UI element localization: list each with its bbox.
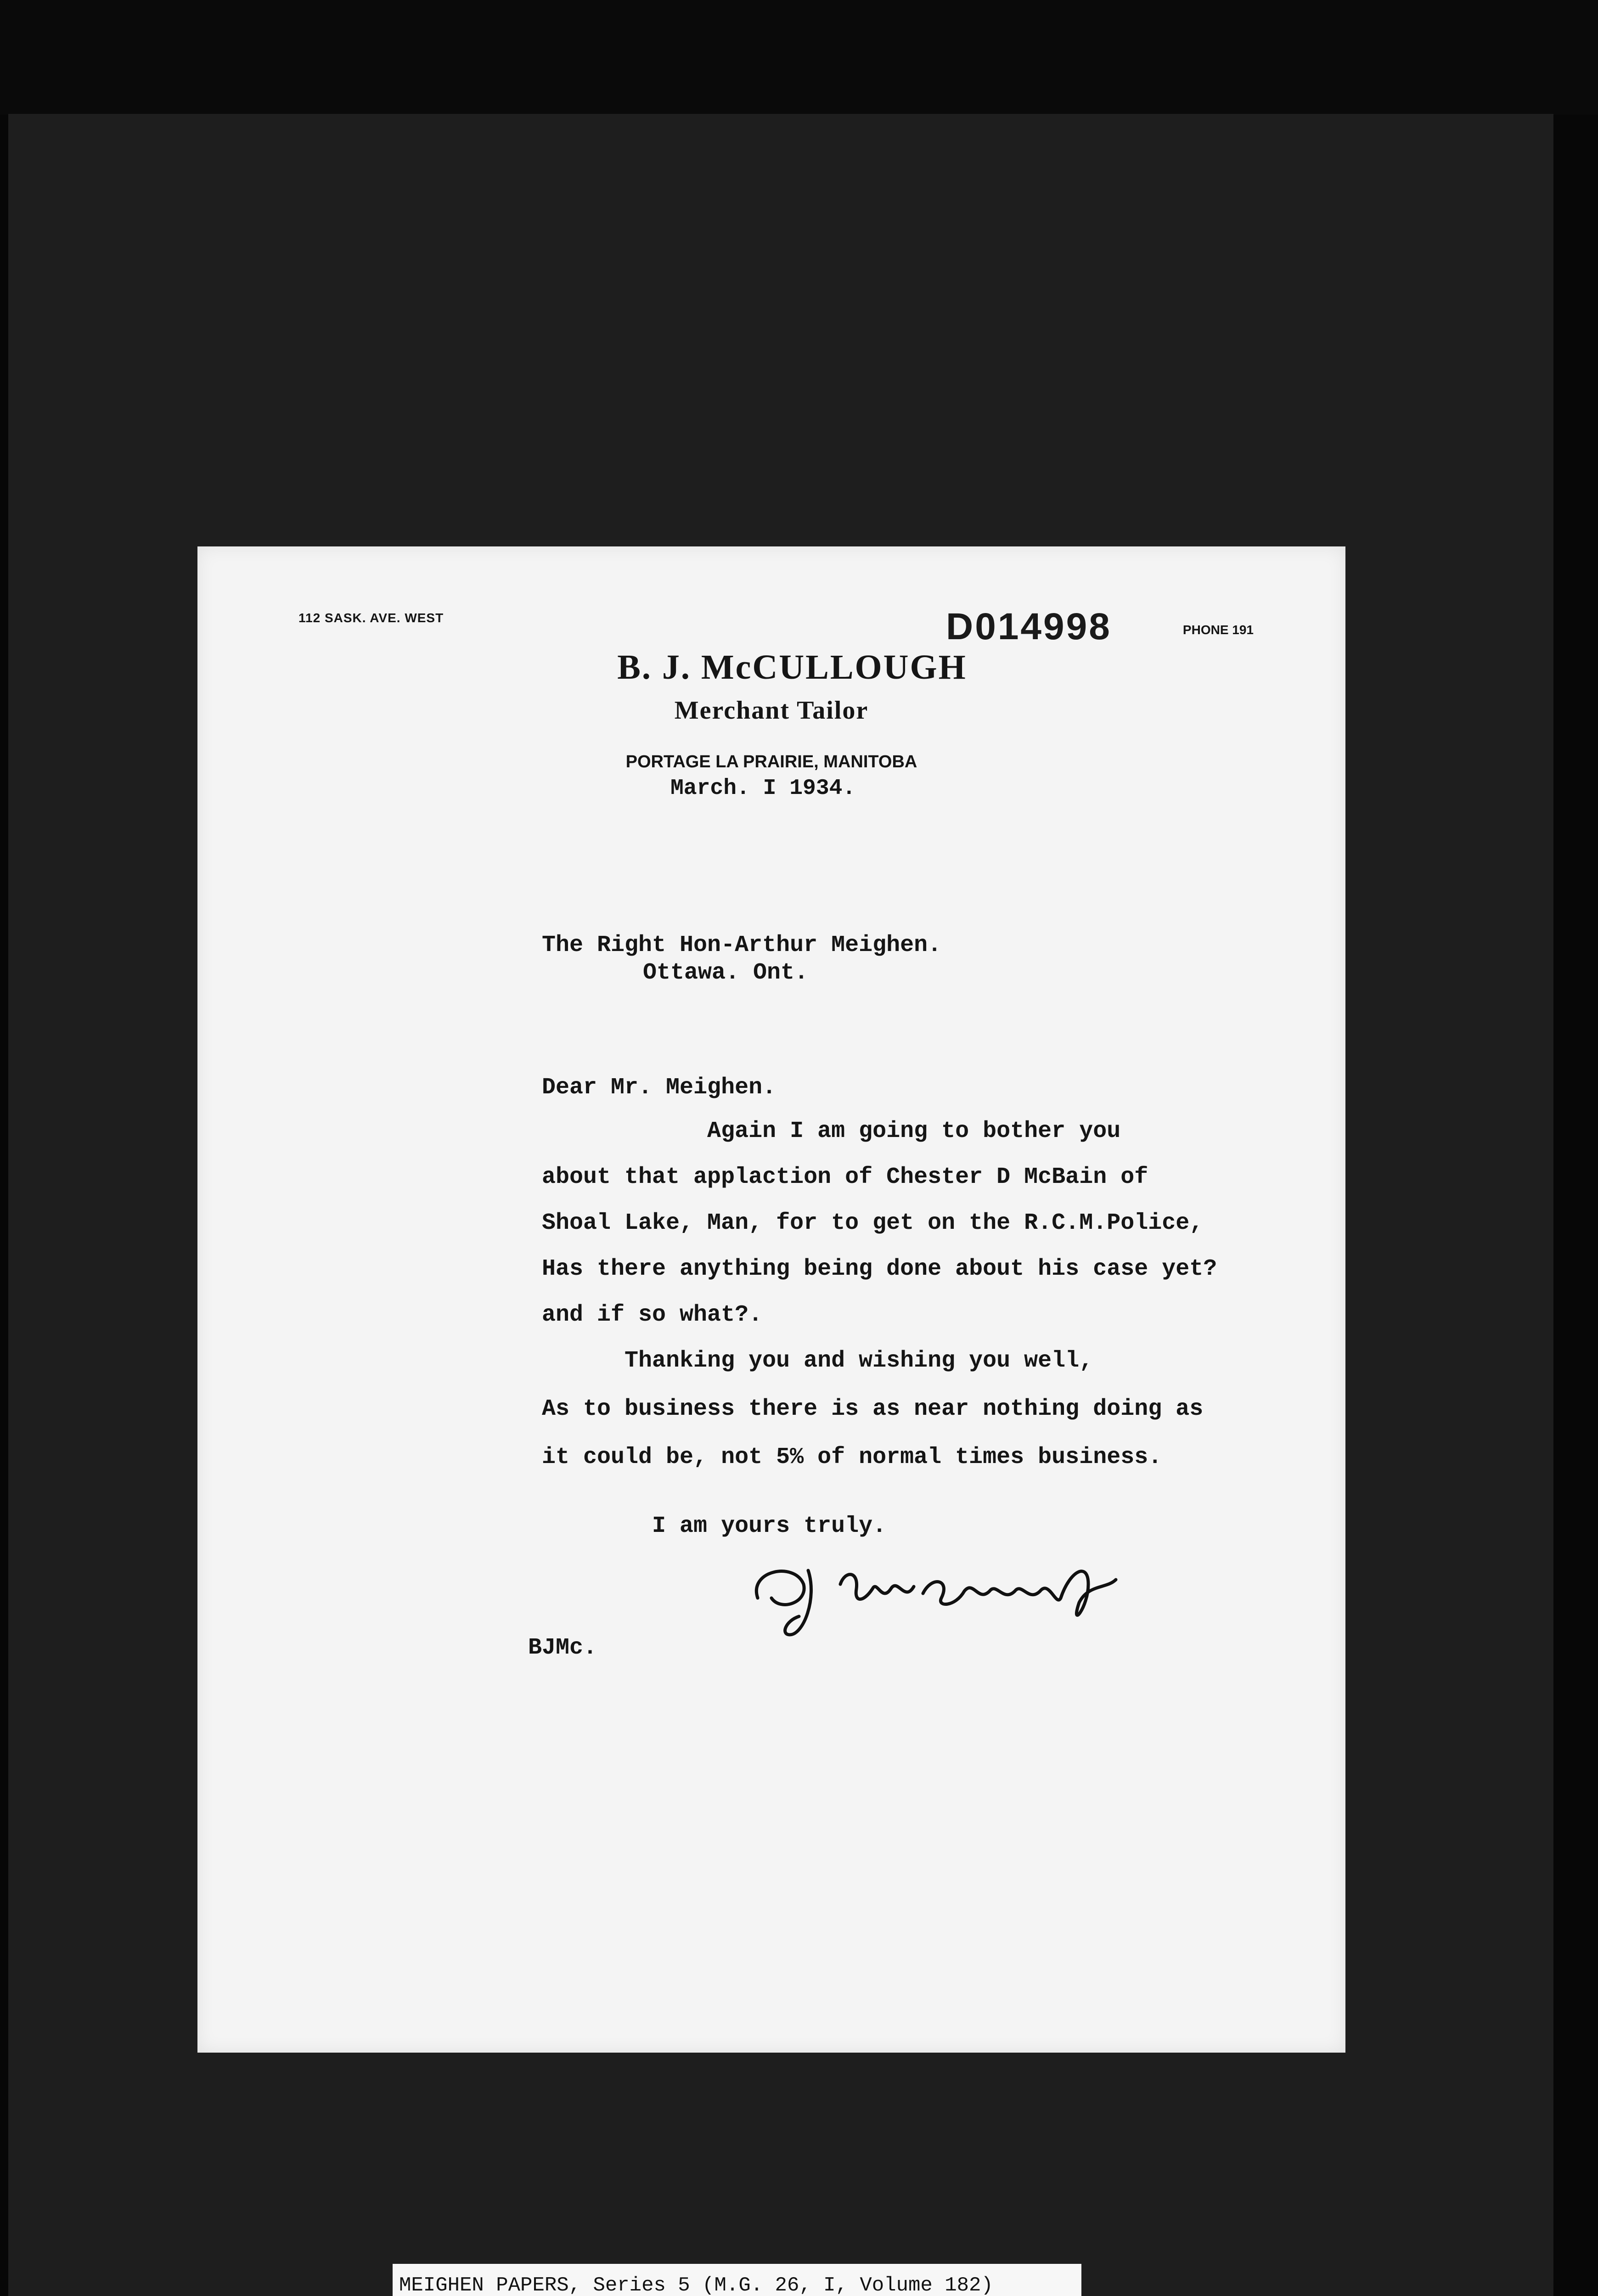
body-line: and if so what?. xyxy=(542,1302,763,1328)
letterhead-city: PORTAGE LA PRAIRIE, MANITOBA xyxy=(625,752,917,771)
series-label: MEIGHEN PAPERS, Series 5 (M.G. 26, I, Volume 182) xyxy=(393,2264,1081,2296)
typist-initials: BJMc. xyxy=(528,1635,597,1661)
body-line: As to business there is as near nothing doing as xyxy=(542,1396,1204,1422)
letterhead-trade: Merchant Tailor xyxy=(674,696,869,725)
letter-page xyxy=(197,546,1345,2053)
handwritten-signature xyxy=(739,1543,1153,1644)
body-line: it could be, not 5% of normal times business. xyxy=(542,1444,1162,1470)
body-line: Again I am going to bother you xyxy=(542,1118,1121,1144)
letter-date: March. I 1934. xyxy=(670,776,856,801)
closing-line: I am yours truly. xyxy=(542,1513,887,1539)
letterhead-name: B. J. McCULLOUGH xyxy=(617,648,967,687)
recipient-line-2: Ottawa. Ont. xyxy=(643,960,809,986)
body-line: Shoal Lake, Man, for to get on the R.C.M.Police, xyxy=(542,1210,1204,1236)
recipient-line-1: The Right Hon-Arthur Meighen. xyxy=(542,932,942,958)
letterhead-phone: PHONE 191 xyxy=(1182,623,1254,637)
document-number-stamp: D014998 xyxy=(946,606,1112,647)
salutation: Dear Mr. Meighen. xyxy=(542,1075,776,1101)
body-line: about that applaction of Chester D McBain of xyxy=(542,1164,1148,1190)
body-line: Has there anything being done about his case yet? xyxy=(542,1256,1217,1282)
scan-top-margin xyxy=(0,0,1598,115)
body-line: Thanking you and wishing you well, xyxy=(542,1348,1093,1374)
letterhead-address: 112 SASK. AVE. WEST xyxy=(298,611,444,625)
